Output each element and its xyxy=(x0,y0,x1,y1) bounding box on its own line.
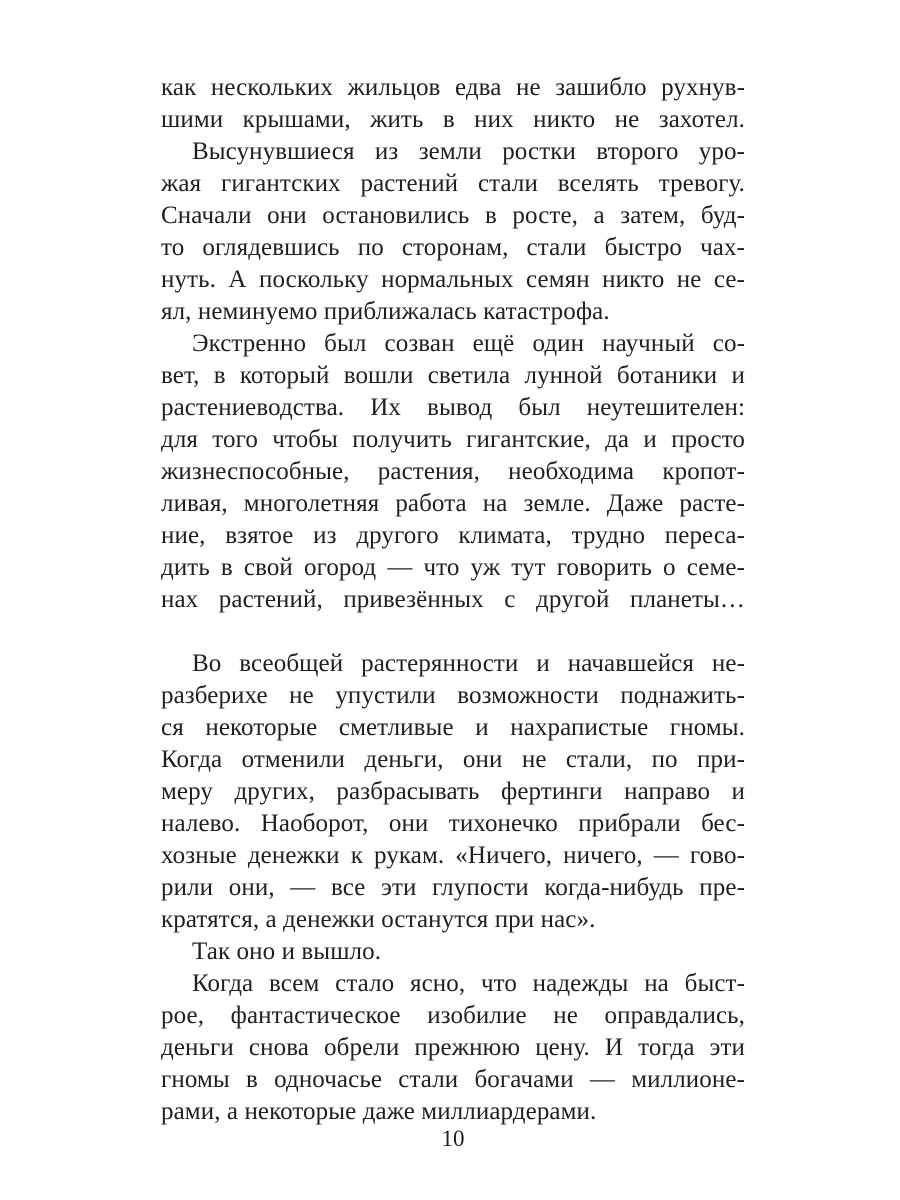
text-line: шими крышами, жить в них никто не захотел. xyxy=(161,106,745,133)
text-line: нах растений, привезённых с другой планеты… xyxy=(161,586,745,613)
text-line: Сначали они остановились в росте, а затем, буд- xyxy=(161,202,745,229)
text-line: ял, неминуемо приближалась катастрофа. xyxy=(161,298,610,325)
text-line: Когда отменили деньги, они не стали, по при- xyxy=(161,746,745,773)
text-line: деньги снова обрели прежнюю цену. И тогда эти xyxy=(161,1034,745,1061)
text-line: жизнеспособные, растения, необходима кропот- xyxy=(161,458,745,485)
text-line: Когда всем стало ясно, что надежды на быст- xyxy=(192,970,745,997)
text-line: вет, в который вошли светила лунной ботаники и xyxy=(161,362,745,389)
text-line: жая гигантских растений стали вселять тревогу. xyxy=(161,170,745,197)
text-line: нуть. А поскольку нормальных семян никто не се- xyxy=(161,266,745,293)
body-text xyxy=(161,72,745,1128)
page-number: 10 xyxy=(441,1126,465,1151)
text-line: Во всеобщей растерянности и начавшейся не- xyxy=(192,650,745,677)
text-line: дить в свой огород — что уж тут говорить о семе- xyxy=(161,554,745,581)
text-line: рили они, — все эти глупости когда-нибудь пре- xyxy=(161,874,745,901)
text-line: Высунувшиеся из земли ростки второго уро- xyxy=(192,138,745,165)
text-line: гномы в одночасье стали богачами — миллионе- xyxy=(161,1066,745,1093)
text-line: кратятся, а денежки останутся при нас». xyxy=(161,906,596,933)
text-line: ся некоторые сметливые и нахрапистые гномы. xyxy=(161,714,745,741)
text-line: как нескольких жильцов едва не зашибло рухнув- xyxy=(161,74,745,101)
text-line: рами, а некоторые даже миллиардерами. xyxy=(161,1098,597,1125)
text-line: ливая, многолетняя работа на земле. Даже расте- xyxy=(161,490,745,517)
text-line: ние, взятое из другого климата, трудно переса- xyxy=(161,522,745,549)
text-line: Так оно и вышло. xyxy=(192,938,382,965)
text-line: хозные денежки к рукам. «Ничего, ничего, — гово- xyxy=(161,842,745,869)
text-line: меру других, разбрасывать фертинги направо и xyxy=(161,778,745,805)
text-line: то оглядевшись по сторонам, стали быстро чах- xyxy=(161,234,745,261)
text-line: налево. Наоборот, они тихонечко прибрали бес- xyxy=(161,810,745,837)
text-line: растениеводства. Их вывод был неутешителен: xyxy=(161,394,745,421)
text-line: Экстренно был созван ещё один научный со- xyxy=(192,330,745,357)
text-line: для того чтобы получить гигантские, да и просто xyxy=(161,426,745,453)
text-line: разберихе не упустили возможности поднажить- xyxy=(161,682,745,709)
text-line: рое, фантастическое изобилие не оправдались, xyxy=(161,1002,745,1029)
